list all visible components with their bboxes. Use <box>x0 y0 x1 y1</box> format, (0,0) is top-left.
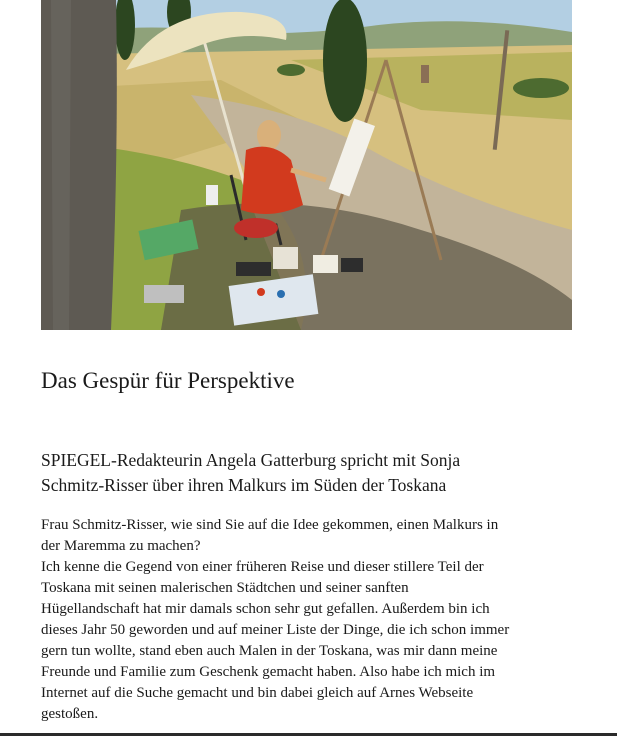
body-line: der Maremma zu machen? <box>41 538 201 554</box>
body-line: dieses Jahr 50 geworden und auf meiner Liste der Dinge, die ich schon immer <box>41 622 510 638</box>
article-body <box>41 515 581 725</box>
body-line: Freunde und Familie zum Geschenk gemacht haben. Also habe ich mich im <box>41 664 496 680</box>
body-line: gestoßen. <box>41 706 99 722</box>
hero-photo <box>41 0 572 330</box>
body-line: Ich kenne die Gegend von einer früheren Reise und dieser stillere Teil der <box>41 559 484 575</box>
body-line: gern tun wollte, stand eben auch Malen in der Toskana, was mir dann meine <box>41 643 498 659</box>
cypress-tree <box>323 0 367 122</box>
subtitle-line: SPIEGEL-Redakteurin Angela Gatterburg spricht mit Sonja <box>41 450 461 470</box>
body-line: Hügellandschaft hat mir damals schon sehr gut gefallen. Außerdem bin ich <box>41 601 490 617</box>
body-line: Internet auf die Suche gemacht und bin dabei gleich auf Arnes Webseite <box>41 685 474 701</box>
body-line: Toskana mit seinen malerischen Städtchen und seiner sanften <box>41 580 409 596</box>
painter-head <box>257 120 281 150</box>
article-title: Das Gespür für Perspektive <box>41 368 295 393</box>
body-line: Frau Schmitz-Risser, wie sind Sie auf die Idee gekommen, einen Malkurs in <box>41 517 499 533</box>
article-subtitle <box>41 448 581 498</box>
subtitle-line: Schmitz-Risser über ihren Malkurs im Süden der Toskana <box>41 475 447 495</box>
